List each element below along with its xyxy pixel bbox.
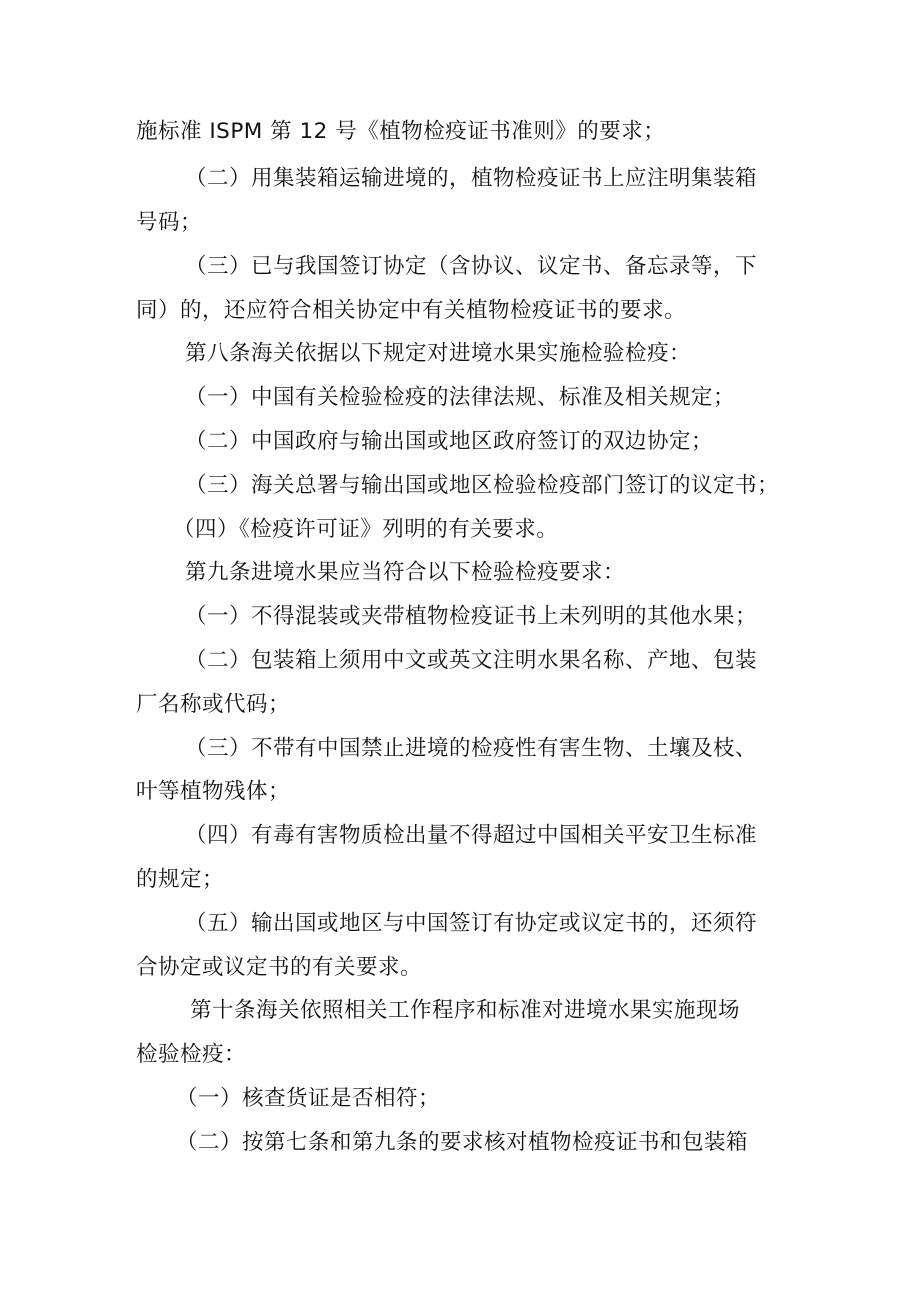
- text-line: （一）中国有关检验检疫的法律法规、标准及相关规定；: [185, 385, 736, 410]
- text-line: （二）用集装箱运输进境的，植物检疫证书上应注明集装箱: [185, 166, 758, 191]
- text-line: 的规定；: [136, 867, 225, 892]
- text-line: 号码；: [136, 210, 203, 235]
- text-line: （四）《检疫许可证》列明的有关要求。: [173, 517, 559, 542]
- text-line: 合协定或议定书的有关要求。: [136, 955, 423, 980]
- text-line: 第八条海关依据以下规定对进境水果实施检验检疫：: [185, 341, 692, 366]
- text-line: 叶等植物残体；: [136, 779, 291, 804]
- text-line: （三）不带有中国禁止进境的检疫性有害生物、土壤及枝、: [185, 736, 758, 761]
- text-line: （二）中国政府与输出国或地区政府签订的双边协定；: [185, 429, 714, 454]
- text-line: （四）有毒有害物质检出量不得超过中国相关平安卫生标准: [185, 823, 758, 848]
- text-line: 同）的，还应符合相关协定中有关植物检疫证书的要求。: [136, 298, 687, 323]
- text-line: 检验检疫：: [136, 1042, 247, 1067]
- text-line: （五）输出国或地区与中国签订有协定或议定书的，还须符: [185, 911, 758, 936]
- text-line: 施标准 ISPM 第 12 号《植物检疫证书准则》的要求；: [136, 119, 666, 144]
- text-line: （三）已与我国签订协定（含协议、议定书、备忘录等，下: [185, 254, 758, 279]
- text-line: （二）包装箱上须用中文或英文注明水果名称、产地、包装: [185, 648, 758, 673]
- text-line: 厂名称或代码；: [136, 692, 291, 717]
- text-line: （三）海关总署与输出国或地区检验检疫部门签订的议定书；: [185, 473, 780, 498]
- text-line: 第九条进境水果应当符合以下检验检疫要求：: [185, 560, 626, 585]
- text-line: （一）核查货证是否相符；: [176, 1086, 441, 1111]
- text-line: 第十条海关依照相关工作程序和标准对进境水果实施现场: [190, 998, 741, 1023]
- text-line: （二）按第七条和第九条的要求核对植物检疫证书和包装箱: [176, 1130, 749, 1155]
- text-line: （一）不得混装或夹带植物检疫证书上未列明的其他水果；: [185, 604, 758, 629]
